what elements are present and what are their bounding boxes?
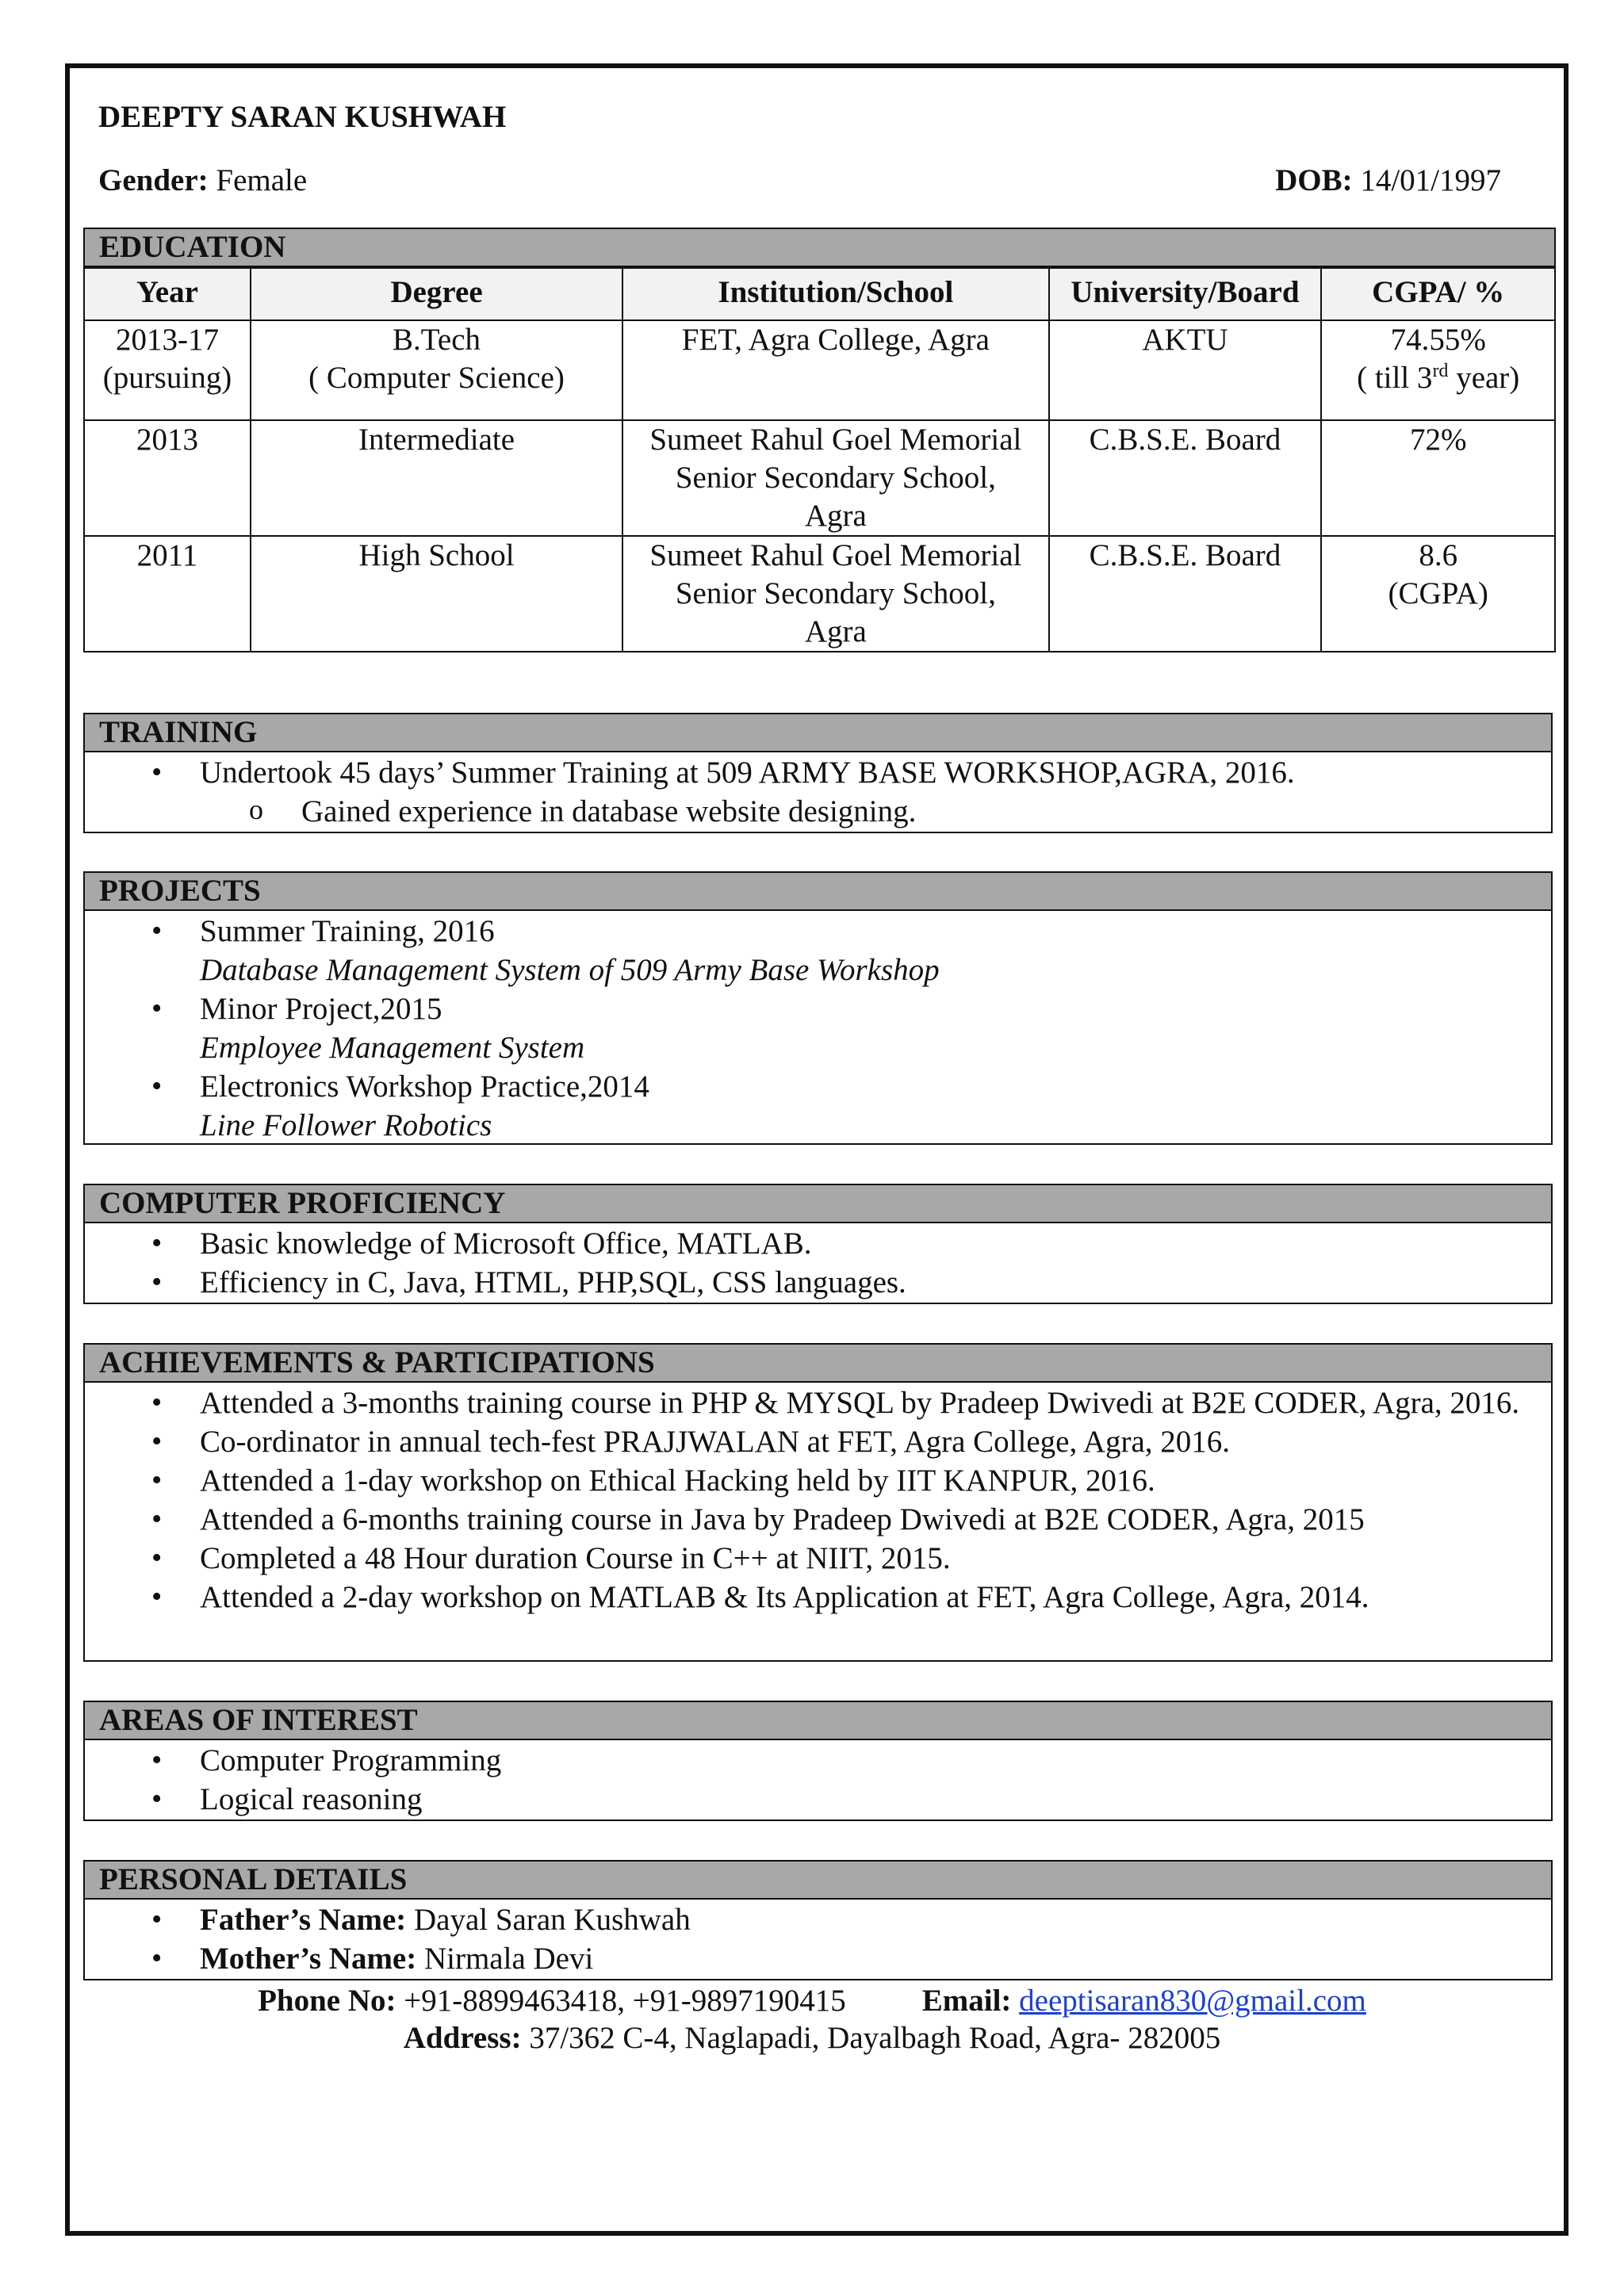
cell-board: AKTU	[1049, 320, 1322, 420]
gender-value: Female	[216, 163, 308, 197]
training-body	[83, 752, 1553, 833]
list-item: • Logical reasoning	[85, 1780, 1551, 1819]
address-value: 37/362 C-4, Naglapadi, Dayalbagh Road, Agra- 282005	[529, 2021, 1221, 2055]
column-header-institution: Institution/School	[622, 268, 1048, 320]
column-header-score: CGPA/ %	[1321, 268, 1555, 320]
personal-heading: PERSONAL DETAILS	[83, 1860, 1553, 1900]
cell-year: 2013-17 (pursuing)	[84, 320, 251, 420]
project-desc: Line Follower Robotics	[200, 1108, 492, 1142]
list-item	[85, 1900, 1551, 1939]
projects-list	[85, 912, 1551, 1145]
list-item: • Completed a 48 Hour duration Course in C++ at NIIT, 2015.	[85, 1539, 1540, 1578]
mother-label: Mother’s Name:	[200, 1942, 417, 1976]
interests-body	[83, 1740, 1553, 1821]
contact-line	[0, 1981, 1624, 2020]
list-item	[85, 912, 1551, 989]
column-header-degree: Degree	[251, 268, 622, 320]
achievements-body	[83, 1383, 1553, 1662]
cell-degree: Intermediate	[251, 420, 622, 536]
cell-institution: Sumeet Rahul Goel Memorial Senior Secondary School, Agra	[622, 420, 1048, 536]
table-row	[84, 320, 1555, 420]
gender-line	[98, 161, 307, 200]
list-item: • Attended a 1-day workshop on Ethical Hacking held by IIT KANPUR, 2016.	[85, 1461, 1540, 1500]
father-label: Father’s Name:	[200, 1903, 407, 1937]
phone-value: +91-8899463418, +91-9897190415	[404, 1984, 846, 2018]
cell-score: 72%	[1321, 420, 1555, 536]
training-heading: TRAINING	[83, 713, 1553, 752]
score-sup: rd	[1432, 361, 1449, 381]
cell-degree: High School	[251, 536, 622, 652]
cell-board: C.B.S.E. Board	[1049, 420, 1322, 536]
cell-score: 8.6 (CGPA)	[1321, 536, 1555, 652]
email-link[interactable]: deeptisaran830@gmail.com	[1019, 1984, 1366, 2018]
table-row	[84, 420, 1555, 536]
column-header-year: Year	[84, 268, 251, 320]
list-item	[85, 989, 1551, 1067]
project-desc: Employee Management System	[200, 1031, 585, 1065]
personal-list	[85, 1900, 1551, 1978]
cell-score	[1321, 320, 1555, 420]
computer-list	[85, 1224, 1551, 1302]
cell-board: C.B.S.E. Board	[1049, 536, 1322, 652]
project-name: • Summer Training, 2016	[200, 914, 495, 948]
achievements-list	[85, 1383, 1551, 1617]
list-item: • Attended a 6-months training course in Java by Pradeep Dwivedi at B2E CODER, Agra, 2015	[85, 1500, 1540, 1539]
list-item: • Basic knowledge of Microsoft Office, MATLAB.	[85, 1224, 1551, 1263]
project-desc: Database Management System of 509 Army Base Workshop	[200, 953, 940, 987]
education-heading: EDUCATION	[83, 228, 1556, 267]
list-item: • Attended a 3-months training course in PHP & MYSQL by Pradeep Dwivedi at B2E CODER, Agra, 2016.	[85, 1383, 1540, 1422]
interests-list	[85, 1741, 1551, 1819]
computer-body	[83, 1223, 1553, 1304]
address-label: Address:	[403, 2021, 522, 2055]
achievements-heading: ACHIEVEMENTS & PARTICIPATIONS	[83, 1343, 1553, 1383]
cell-degree: B.Tech ( Computer Science)	[251, 320, 622, 420]
column-header-board: University/Board	[1049, 268, 1322, 320]
score-main: 74.55%	[1390, 323, 1486, 357]
table-row	[84, 536, 1555, 652]
cell-institution: Sumeet Rahul Goel Memorial Senior Secondary School, Agra	[622, 536, 1048, 652]
dob-line	[1275, 161, 1501, 200]
list-item: • Computer Programming	[85, 1741, 1551, 1780]
address-line	[0, 2019, 1624, 2057]
project-name: • Minor Project,2015	[200, 992, 442, 1026]
email-label: Email:	[921, 1984, 1012, 2018]
project-name: • Electronics Workshop Practice,2014	[200, 1070, 649, 1104]
father-value: Dayal Saran Kushwah	[414, 1903, 691, 1937]
training-list	[85, 753, 1551, 831]
projects-heading: PROJECTS	[83, 871, 1553, 911]
interests-heading: AREAS OF INTEREST	[83, 1701, 1553, 1740]
list-item: • Co-ordinator in annual tech-fest PRAJJWALAN at FET, Agra College, Agra, 2016.	[85, 1422, 1540, 1461]
score-pre: ( till 3	[1357, 361, 1433, 395]
candidate-name: DEEPTY SARAN KUSHWAH	[98, 100, 507, 134]
list-item: • Efficiency in C, Java, HTML, PHP,SQL, CSS languages.	[85, 1263, 1551, 1302]
list-item: • Undertook 45 days’ Summer Training at 509 ARMY BASE WORKSHOP,AGRA, 2016. o Gained experience in database website designing.	[85, 753, 1551, 831]
list-item	[85, 1939, 1551, 1978]
list-item: • Attended a 2-day workshop on MATLAB & Its Application at FET, Agra College, Agra, 2014.	[85, 1578, 1540, 1617]
cell-institution: FET, Agra College, Agra	[622, 320, 1048, 420]
dob-value: 14/01/1997	[1360, 163, 1501, 197]
cell-year: 2011	[84, 536, 251, 652]
list-subitem: o Gained experience in database website designing.	[200, 792, 1551, 831]
mother-value: Nirmala Devi	[423, 1942, 594, 1976]
table-header-row	[84, 268, 1555, 320]
dob-label: DOB:	[1275, 163, 1353, 197]
phone-label: Phone No:	[258, 1984, 396, 2018]
personal-body	[83, 1900, 1553, 1980]
education-table	[83, 267, 1556, 652]
cell-year: 2013	[84, 420, 251, 536]
score-post: year)	[1448, 361, 1520, 395]
gender-label: Gender:	[98, 163, 209, 197]
list-item	[85, 1067, 1551, 1145]
projects-body	[83, 911, 1553, 1145]
computer-heading: COMPUTER PROFICIENCY	[83, 1184, 1553, 1223]
